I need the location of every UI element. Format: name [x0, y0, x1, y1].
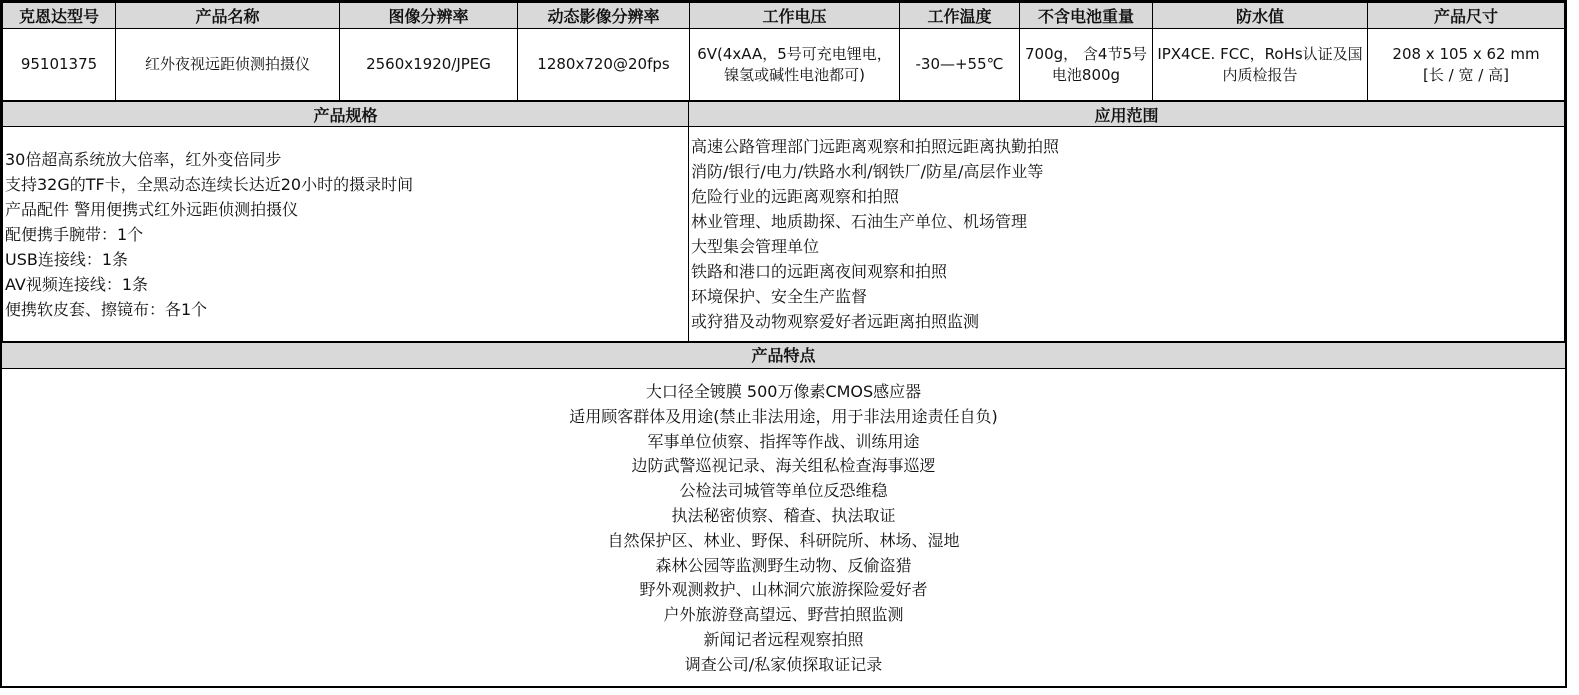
feature-item: 森林公园等监测野生动物、反偷盗猎: [655, 555, 912, 575]
application-item: 环境保护、安全生产监督: [691, 287, 868, 306]
feature-item: 大口径全镀膜 500万像素CMOS感应器: [645, 382, 922, 401]
header-weight: 不含电池重量: [1020, 3, 1153, 29]
cell-image-resolution: 2560x1920/JPEG: [340, 29, 518, 101]
header-waterproof: 防水值: [1153, 3, 1368, 29]
application-item: 危险行业的远距离观察和拍照: [691, 187, 900, 206]
cell-voltage: 6V(4xAA，5号可充电锂电，镍氢或碱性电池都可): [690, 29, 900, 101]
application-item: 高速公路管理部门远距离观察和拍照远距离执勤拍照: [691, 137, 1060, 156]
applications-title: 应用范围: [689, 102, 1565, 127]
spec-item: 配便携手腕带：1个: [5, 224, 144, 244]
features-list: [2, 369, 1565, 678]
header-voltage: 工作电压: [690, 3, 900, 29]
feature-item: 军事单位侦察、指挥等作战、训练用途: [647, 431, 920, 451]
header-model-no: 克恩达型号: [3, 3, 116, 29]
feature-item: 适用顾客群体及用途(禁止非法用途，用于非法用途责任自负): [569, 406, 998, 426]
application-item: 或狩猎及动物观察爱好者远距离拍照监测: [691, 312, 980, 331]
feature-item: 公检法司城管等单位反恐维稳: [679, 481, 888, 501]
product-summary-table: [2, 2, 1565, 101]
summary-value-row: [3, 29, 1565, 101]
spec-item: AV视频连接线：1条: [5, 274, 149, 294]
application-item: 消防/银行/电力/铁路水利/钢铁厂/防星/高层作业等: [691, 162, 1044, 181]
spec-item: 便携软皮套、擦镜布：各1个: [5, 299, 208, 319]
specs-list: [3, 127, 689, 342]
header-temperature: 工作温度: [900, 3, 1020, 29]
feature-item: 户外旅游登高望远、野营拍照监测: [663, 605, 904, 625]
section-header-row: [3, 102, 1565, 127]
summary-header-row: [3, 3, 1565, 29]
specs-title: 产品规格: [3, 102, 689, 127]
application-item: 大型集会管理单位: [691, 237, 820, 256]
feature-item: 边防武警巡视记录、海关组私检查海事巡逻: [631, 456, 936, 476]
applications-list: [689, 127, 1565, 342]
cell-weight: 700g， 含4节5号电池800g: [1020, 29, 1153, 101]
feature-item: 执法秘密侦察、稽查、执法取证: [671, 505, 896, 525]
spec-item: 支持32G的TF卡，全黑动态连续长达近20小时的摄录时间: [5, 174, 414, 194]
features-title: 产品特点: [2, 342, 1565, 369]
feature-item: 野外观测救护、山林洞穴旅游探险爱好者: [639, 580, 928, 600]
section-body-row: [3, 127, 1565, 342]
cell-size: [1368, 29, 1565, 101]
spec-item: 30倍超高系统放大倍率，红外变倍同步: [5, 149, 282, 169]
header-image-resolution: 图像分辨率: [340, 3, 518, 29]
size-dimensions: 208 x 105 x 62 mm: [1392, 44, 1540, 63]
size-dimension-labels: [长 / 宽 / 高]: [1423, 65, 1509, 84]
application-item: 铁路和港口的远距离夜间观察和拍照: [691, 262, 948, 281]
application-item: 林业管理、地质勘探、石油生产单位、机场管理: [691, 212, 1028, 231]
cell-waterproof: IPX4CE. FCC，RoHs认证及国内质检报告: [1153, 29, 1368, 101]
feature-item: 调查公司/私家侦探取证记录: [684, 654, 883, 674]
spec-item: USB连接线：1条: [5, 249, 129, 269]
header-size: 产品尺寸: [1368, 3, 1565, 29]
header-product-name: 产品名称: [116, 3, 340, 29]
cell-model-no: 95101375: [3, 29, 116, 101]
feature-item: 自然保护区、林业、野保、科研院所、林场、湿地: [607, 530, 960, 550]
cell-video-resolution: 1280x720@20fps: [518, 29, 690, 101]
header-video-resolution: 动态影像分辨率: [518, 3, 690, 29]
feature-item: 新闻记者远程观察拍照: [703, 629, 864, 649]
cell-product-name: 红外夜视远距侦测拍摄仪: [116, 29, 340, 101]
specs-applications-table: [2, 101, 1565, 342]
spec-item: 产品配件 警用便携式红外远距侦测拍摄仪: [5, 199, 299, 219]
cell-temperature: -30—+55℃: [900, 29, 1020, 101]
